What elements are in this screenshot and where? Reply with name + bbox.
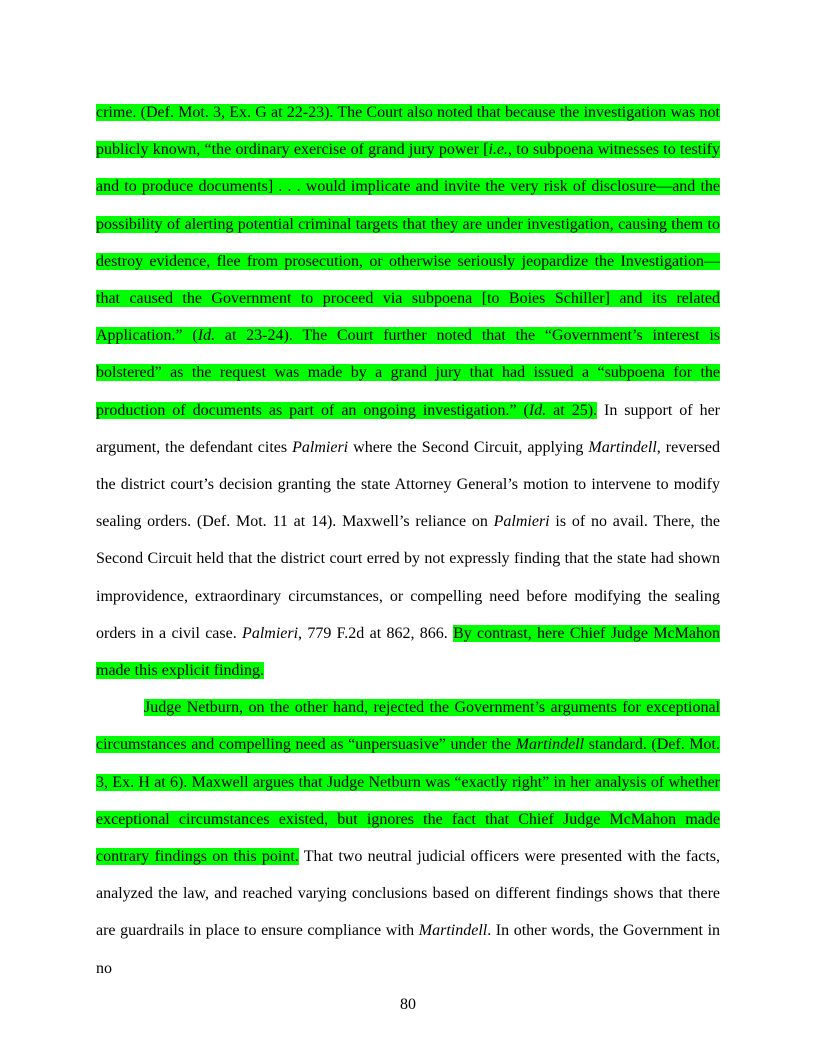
paragraph-2-segment: That two neutral judicial officers were presented with the facts, analyzed the law, and reached varying conclusions based on different findings shows that there are guardrails in place to ensure compliance with [96, 848, 721, 940]
paragraph-1-segment: , to subpoena witnesses to testify and to produce documents] . . . would implicate and invite the very risk of disclosure—and the possibility of alerting potential criminal targets that they are under investigation, causing them to destroy evidence, flee from prosecution, or otherwise seriously jeopardize the Investigation—that caused the Government to proceed via subpoena [to Boies Schiller] and its related Application.” ( [96, 141, 720, 345]
paragraph-1-segment: Martindell [588, 438, 657, 456]
paragraph-2-segment: standard. (Def. Mot. 3, Ex. H at 6). Maxwell argues that Judge Netburn was “exactly right” in her analysis of whether exceptional circumstances existed, but ignores the fact that Chief Judge McMahon made contrary findings on this point. [96, 736, 721, 866]
paragraph-1-segment: Palmieri [292, 438, 349, 456]
paragraph-1-segment: Palmieri [493, 513, 550, 531]
paragraph-1-segment: where the Second Circuit, applying [348, 438, 589, 456]
paragraph-2-segment: Martindell [418, 922, 488, 940]
body-text [96, 94, 720, 987]
paragraph-2 [96, 689, 720, 987]
paragraph-1-segment: Palmieri [242, 624, 299, 642]
paragraph-1-segment: at 25). [546, 401, 598, 419]
paragraph-1-segment: Id. [197, 327, 216, 345]
paragraph-1-segment: Id. [528, 401, 547, 419]
paragraph-1 [96, 94, 720, 689]
paragraph-2-segment: Judge Netburn, on the other hand, rejected the Government’s arguments for exceptional circumstances and compelling need as “unpersuasive” under the [96, 699, 720, 754]
page-number: 80 [400, 996, 416, 1013]
paragraph-1-segment: , reversed the district court’s decision granting the state Attorney General’s motion to intervene to modify sealing orders. (Def. Mot. 11 at 14). Maxwell’s reliance on [96, 438, 720, 531]
paragraph-1-segment: By contrast, here Chief Judge McMahon made this explicit finding. [96, 624, 720, 680]
paragraph-2-segment: Martindell [515, 736, 585, 754]
paragraph-1-segment: In support of her argument, the defendant cites [96, 401, 721, 456]
paragraph-2-segment: . In other words, the Government in no [96, 922, 721, 977]
paragraph-1-segment: i.e. [488, 141, 509, 159]
paragraph-1-segment: is of no avail. There, the Second Circuit held that the district court erred by not expressly finding that the state had shown improvidence, extraordinary circumstances, or compelling need before modifying the sealing orders in a civil case. [96, 513, 721, 642]
paragraph-1-segment: crime. (Def. Mot. 3, Ex. G at 22-23). The Court also noted that because the investigation was not publicly known, “the ordinary exercise of grand jury power [ [96, 104, 720, 159]
paragraph-1-segment: at 23-24). The Court further noted that the “Government’s interest is bolstered” as the request was made by a grand jury that had issued a “subpoena for the production of documents as part of an ongoing investigation.” ( [96, 327, 720, 419]
paragraph-1-segment: , 779 F.2d at 862, 866. [298, 624, 454, 642]
